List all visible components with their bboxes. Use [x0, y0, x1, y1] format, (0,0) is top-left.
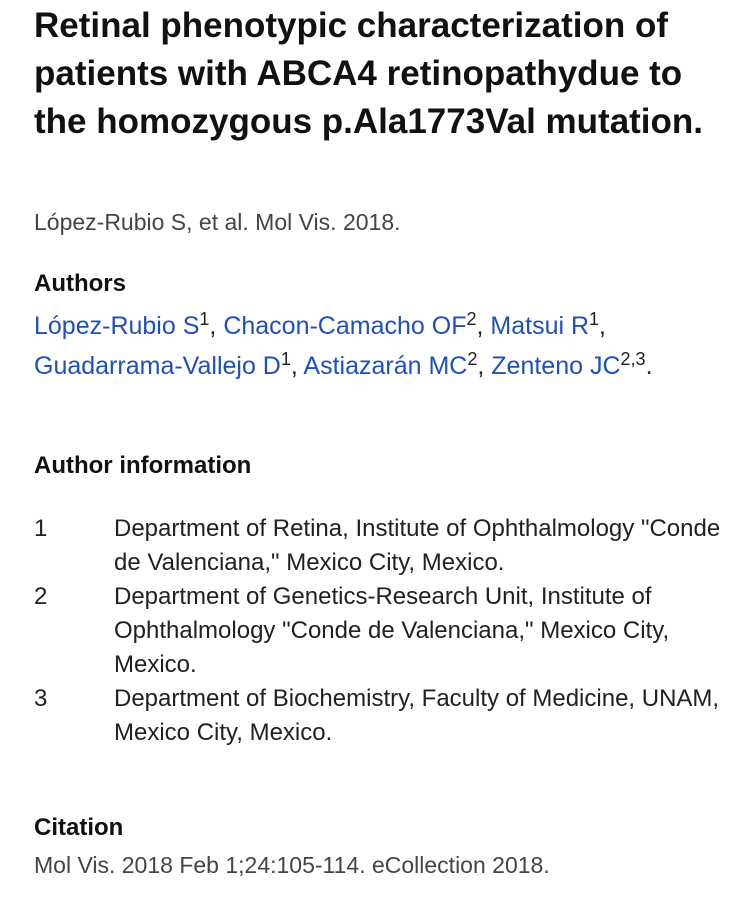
author-separator: ,	[477, 352, 492, 380]
affiliation-text: Department of Genetics-Research Unit, Institute of Ophthalmology "Conde de Valenciana," Mexico City, Mexico.	[114, 583, 670, 678]
affiliation-item	[34, 580, 724, 682]
author-affiliation-number: 1	[589, 309, 600, 329]
affiliation-list	[34, 512, 724, 750]
affiliation-text: Department of Biochemistry, Faculty of Medicine, UNAM, Mexico City, Mexico.	[114, 685, 720, 746]
author-separator: .	[645, 352, 653, 380]
author-affiliation-number: 1	[199, 309, 210, 329]
author-link[interactable]: Zenteno JC	[491, 352, 621, 380]
affiliation-text: Department of Retina, Institute of Ophthalmology "Conde de Valenciana," Mexico City, Mexico.	[114, 515, 721, 576]
author-link[interactable]: López-Rubio S	[34, 312, 200, 340]
citation-text: Mol Vis. 2018 Feb 1;24:105-114. eCollection 2018.	[34, 852, 550, 878]
author-affiliation-number: 2,3	[620, 349, 646, 369]
author-affiliation-number: 2	[466, 309, 477, 329]
author-link[interactable]: Guadarrama-Vallejo D	[34, 352, 281, 380]
author-separator: ,	[476, 312, 491, 340]
citation-heading: Citation	[34, 814, 124, 841]
authors-heading: Authors	[34, 270, 126, 297]
author-link[interactable]: Astiazarán MC	[303, 352, 468, 380]
author-separator: ,	[209, 312, 224, 340]
author-link[interactable]: Matsui R	[490, 312, 590, 340]
affiliation-item	[34, 682, 724, 750]
author-affiliation-number: 1	[280, 349, 291, 369]
author-link[interactable]: Chacon-Camacho OF	[223, 312, 467, 340]
affiliation-item	[34, 512, 724, 580]
affiliation-number: 3	[34, 685, 48, 712]
author-information-heading[interactable]: Author information	[34, 452, 252, 479]
author-separator: ,	[599, 312, 606, 340]
article-title: Retinal phenotypic characterization of patients with ABCA4 retinopathydue to the homozygous p.Ala1773Val mutation.	[34, 6, 704, 141]
affiliation-number: 1	[34, 515, 48, 542]
author-affiliation-number: 2	[467, 349, 478, 369]
short-citation: López-Rubio S, et al. Mol Vis. 2018.	[34, 209, 401, 235]
author-separator: ,	[290, 352, 304, 380]
affiliation-number: 2	[34, 583, 48, 610]
author-list	[34, 306, 724, 386]
